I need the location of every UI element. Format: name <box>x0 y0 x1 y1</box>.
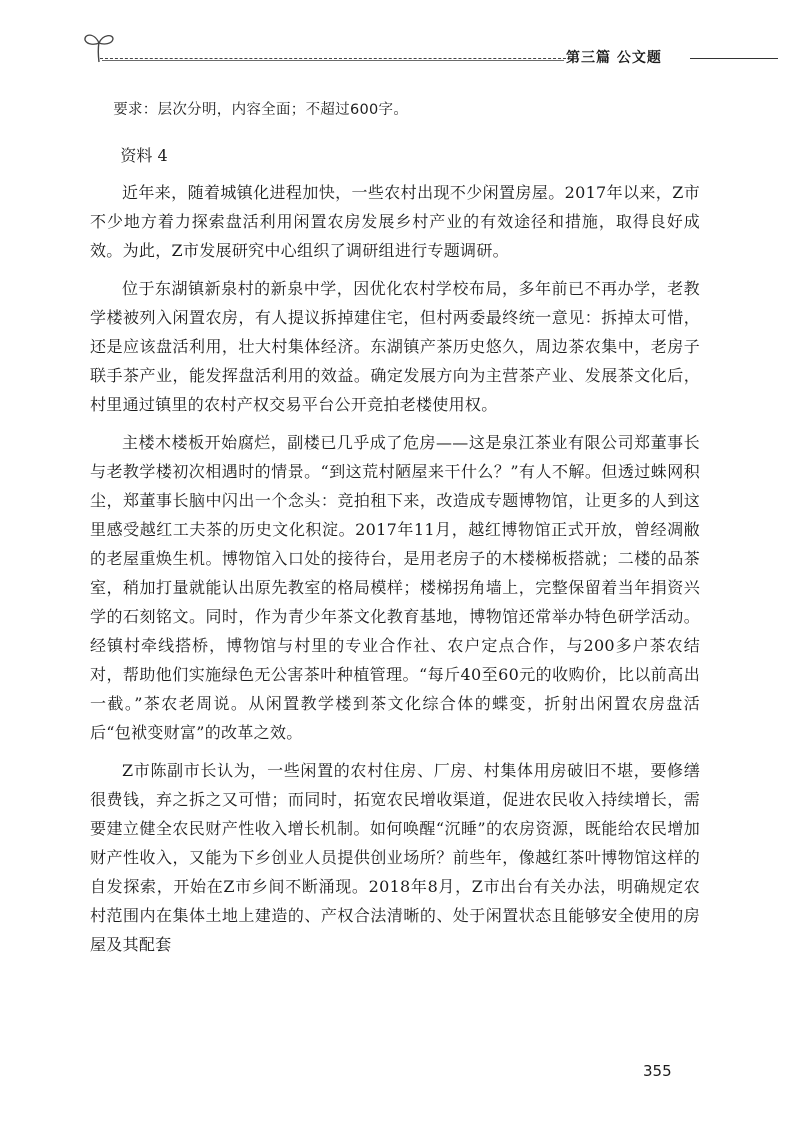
paragraph-3: 主楼木楼板开始腐烂，副楼已几乎成了危房——这是泉江茶业有限公司郑董事长与老教学楼初次相遇时的情景。“到这荒村陋屋来干什么？”有人不解。但透过蛛网积尘，郑董事长脑中闪出一个念头：竞拍租下来，改造成专题博物馆，让更多的人到这里感受越红工夫茶的历史文化积淀。2017年11月，越红博物馆正式开放，曾经凋敝的老屋重焕生机。博物馆入口处的接待台，是用老房子的木楼梯板搭就；二楼的品茶室，稍加打量就能认出原先教室的格局模样；楼梯拐角墙上，完整保留着当年捐资兴学的石刻铭文。同时，作为青少年茶文化教育基地，博物馆还常举办特色研学活动。经镇村牵线搭桥，博物馆与村里的专业合作社、农户定点合作，与200多户茶农结对，帮助他们实施绿色无公害茶叶种植管理。“每斤40至60元的收购价，比以前高出一截。”茶农老周说。从闲置教学楼到茶文化综合体的蝶变，折射出闲置农房盘活后“包袱变财富”的改革之效。 <box>90 433 700 742</box>
header-rule-left <box>102 60 564 61</box>
section-label: 第三篇 公文题 <box>566 50 662 66</box>
page-header <box>0 0 800 80</box>
header-rule-dashed <box>100 58 566 59</box>
paragraph-1: 近年来，随着城镇化进程加快，一些农村出现不少闲置房屋。2017年以来，Z市不少地方着力探索盘活利用闲置农房发展乡村产业的有效途径和措施，取得良好成效。为此，Z市发展研究中心组织了调研组进行专题调研。 <box>90 183 700 260</box>
page-body <box>90 96 700 968</box>
header-rule-right <box>690 58 778 59</box>
paragraph-4: Z市陈副市长认为，一些闲置的农村住房、厂房、村集体用房破旧不堪，要修缮很费钱，弃之拆之又可惜；而同时，拓宽农民增收渠道，促进农民收入持续增长，需要建立健全农民财产性收入增长机制。如何唤醒“沉睡”的农房资源，既能给农民增加财产性收入，又能为下乡创业人员提供创业场所？前些年，像越红茶叶博物馆这样的自发探索，开始在Z市乡间不断涌现。2018年8月，Z市出台有关办法，明确规定农村范围内在集体土地上建造的、产权合法清晰的、处于闲置状态且能够安全使用的房屋及其配套 <box>90 761 700 954</box>
requirement-line: 要求：层次分明，内容全面；不超过600字。 <box>113 102 409 118</box>
paragraph-2: 位于东湖镇新泉村的新泉中学，因优化农村学校布局，多年前已不再办学，老教学楼被列入闲置农房，有人提议拆掉建住宅，但村两委最终统一意见：拆掉太可惜，还是应该盘活利用，壮大村集体经济。东湖镇产茶历史悠久，周边茶农集中，老房子联手茶产业，能发挥盘活利用的效益。确定发展方向为主营茶产业、发展茶文化后，村里通过镇里的农村产权交易平台公开竞拍老楼使用权。 <box>90 279 700 414</box>
page-number: 355 <box>643 1062 672 1080</box>
material-heading: 资料 4 <box>120 146 168 165</box>
